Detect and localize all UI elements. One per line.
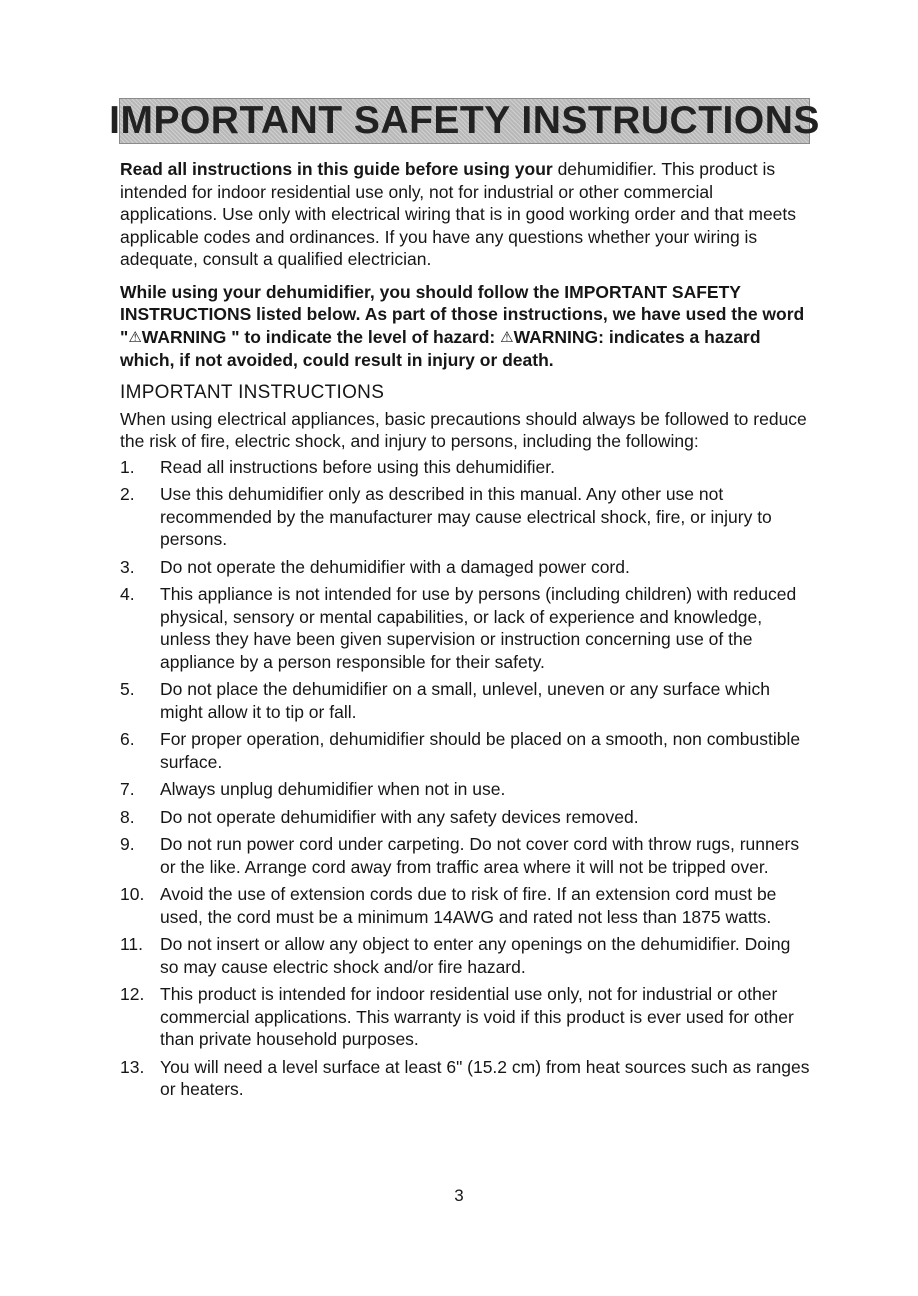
list-item — [120, 983, 810, 1051]
list-item — [120, 933, 810, 978]
list-item-text: This appliance is not intended for use by persons (including children) with reduced physical, sensory or mental capabilities, or lack of experience and knowledge, unless they have been given supervision or instruction concerning use of the appliance by a person responsible for their safety. — [160, 584, 797, 672]
warning-word-2: WARNING: — [513, 326, 604, 347]
list-item-text: Do not operate the dehumidifier with a damaged power cord. — [160, 556, 630, 577]
intro-bold-lead: Read all instructions in this guide before using your — [120, 159, 553, 179]
list-item — [120, 806, 810, 829]
section-lead: When using electrical appliances, basic precautions should always be followed to reduce the risk of fire, electric shock, and injury to persons, including the following: — [120, 408, 807, 451]
list-item — [120, 778, 810, 801]
instructions-list — [120, 456, 810, 1101]
warning-text-3: indicates a hazard which, if not avoided, could result in injury or death. — [120, 326, 761, 370]
title-banner — [109, 98, 820, 144]
list-item-text: This product is intended for indoor residential use only, not for industrial or other commercial applications. This warranty is void if this product is ever used for other than private household purposes. — [160, 984, 794, 1049]
list-item-number: 4. — [120, 584, 135, 604]
list-item — [120, 883, 810, 928]
intro-text: dehumidifier. This product is intended for indoor residential use only, not for industrial or other commercial applications. Use only with electrical wiring that is in good working order and that meets applicable codes and ordinances. If you have any questions whether your wiring is adequate, consult a qualified electrician. — [120, 159, 797, 269]
warning-word: WARNING — [141, 326, 227, 347]
section-heading: IMPORTANT INSTRUCTIONS — [120, 381, 385, 403]
list-item-text: Use this dehumidifier only as described in this manual. Any other use not recommended by the manufacturer may cause electrical shock, fire, or injury to persons. — [160, 484, 772, 549]
list-item-number: 9. — [120, 834, 135, 854]
list-item-text: Do not place the dehumidifier on a small, unlevel, uneven or any surface which might allow it to tip or fall. — [160, 679, 770, 722]
page-number: 3 — [454, 1186, 464, 1205]
intro-paragraph — [120, 158, 810, 271]
list-item-number: 11. — [120, 934, 144, 954]
warning-text-2: " to indicate the level of hazard: — [226, 326, 501, 347]
list-item-number: 8. — [120, 806, 135, 827]
list-item — [120, 583, 810, 673]
list-item — [120, 833, 810, 878]
warning-paragraph — [120, 281, 810, 372]
list-item-text: Do not run power cord under carpeting. Do not cover cord with throw rugs, runners or the like. Arrange cord away from traffic area where it will not be tripped over. — [160, 834, 800, 877]
document-page — [109, 98, 820, 1106]
list-item — [120, 483, 810, 551]
list-item-number: 1. — [120, 456, 135, 477]
list-item — [120, 456, 810, 479]
warning-text-1: While using your dehumidifier, you should follow the IMPORTANT SAFETY INSTRUCTIONS listed below. As part of those instructions, we have used the word " — [120, 281, 805, 347]
list-item-text: You will need a level surface at least 6" (15.2 cm) from heat sources such as ranges or heaters. — [160, 1056, 810, 1099]
list-item-text: Do not operate dehumidifier with any safety devices removed. — [160, 806, 639, 827]
list-item-text: Do not insert or allow any object to enter any openings on the dehumidifier. Doing so may cause electric shock and/or fire hazard. — [160, 934, 791, 977]
warning-triangle-icon: ⚠ — [500, 328, 514, 346]
page-title: IMPORTANT SAFETY INSTRUCTIONS — [109, 99, 820, 142]
list-item — [120, 556, 810, 579]
list-item-text: Always unplug dehumidifier when not in use. — [160, 779, 506, 799]
list-item-text: Avoid the use of extension cords due to risk of fire. If an extension cord must be used, the cord must be a minimum 14AWG and rated not less than 1875 watts. — [160, 884, 777, 927]
list-item-number: 2. — [120, 484, 135, 504]
list-item-number: 13. — [120, 1056, 145, 1077]
list-item-number: 3. — [120, 556, 135, 577]
list-item — [120, 1056, 810, 1101]
list-item-number: 5. — [120, 679, 135, 699]
list-item-number: 10. — [120, 884, 145, 904]
warning-triangle-icon: ⚠ — [128, 328, 142, 346]
list-item-number: 6. — [120, 729, 135, 749]
list-item-number: 12. — [120, 984, 145, 1004]
list-item-number: 7. — [120, 779, 135, 799]
list-item — [120, 678, 810, 723]
list-item-text: For proper operation, dehumidifier should be placed on a smooth, non combustible surface. — [160, 729, 801, 772]
list-item-text: Read all instructions before using this dehumidifier. — [160, 456, 555, 477]
list-item — [120, 728, 810, 773]
